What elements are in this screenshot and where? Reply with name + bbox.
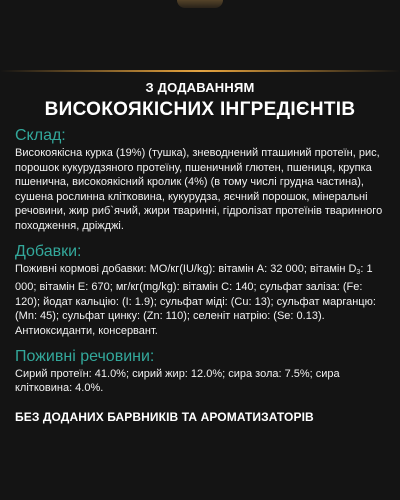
sections — [15, 126, 387, 404]
additives-text-part1: Поживні кормові добавки: МО/кг(IU/kg): вітамін А: 32 000; вітамін D — [15, 262, 357, 275]
vitamin-d-subscript: 3 — [356, 268, 361, 276]
additives-section — [15, 242, 387, 339]
headline-line1: З ДОДАВАННЯМ — [145, 80, 255, 95]
gold-divider-line — [0, 70, 400, 72]
composition-text: Високоякісна курка (19%) (тушка), зневоднений пташиний протеїн, рис, порошок кукурудзяного протеїну, пшеничний глютен, пшениця, крупка пшенична, високоякісний кролик (4%) (в тому числі грудна частина), сушена рослинна клітковина, кукурудза, яєчний порошок, мінеральні речовини, жир риб`ячий, жири тваринні, гідролізат протеїнів тваринного походження, дріжджі. — [15, 147, 383, 232]
no-additives-note: БЕЗ ДОДАНИХ БАРВНИКІВ ТА АРОМАТИЗАТОРІВ — [15, 410, 314, 424]
composition-section — [15, 126, 387, 234]
additives-heading: Добавки: — [15, 242, 82, 260]
composition-heading: Склад: — [15, 127, 66, 144]
nutrients-text: Сирий протеїн: 41.0%; сирий жир: 12.0%; сира зола: 7.5%; сира клітковина: 4.0%. — [15, 367, 340, 395]
additives-text — [15, 262, 387, 339]
top-accent-arc — [177, 0, 223, 8]
nutrients-section — [15, 347, 387, 396]
headline — [0, 80, 400, 122]
additives-text-part2: : 1 000; вітамін Е: 670; мг/кг(mg/kg): вітамін С: 140; сульфат заліза: (Fe: 120); йодат кальцію: (I: 1.9); сульфат міді: (Cu: 13); сульфат марганцю: (Mn: 45); сульфат цинку: (Zn: 110); селеніт натрію: (Se: 0.13). Антиоксиданти, консервант. — [15, 262, 376, 337]
headline-line2: ВИСОКОЯКІСНИХ ІНГРЕДІЄНТІВ — [44, 99, 356, 120]
nutrients-heading: Поживні речовини: — [15, 347, 155, 365]
